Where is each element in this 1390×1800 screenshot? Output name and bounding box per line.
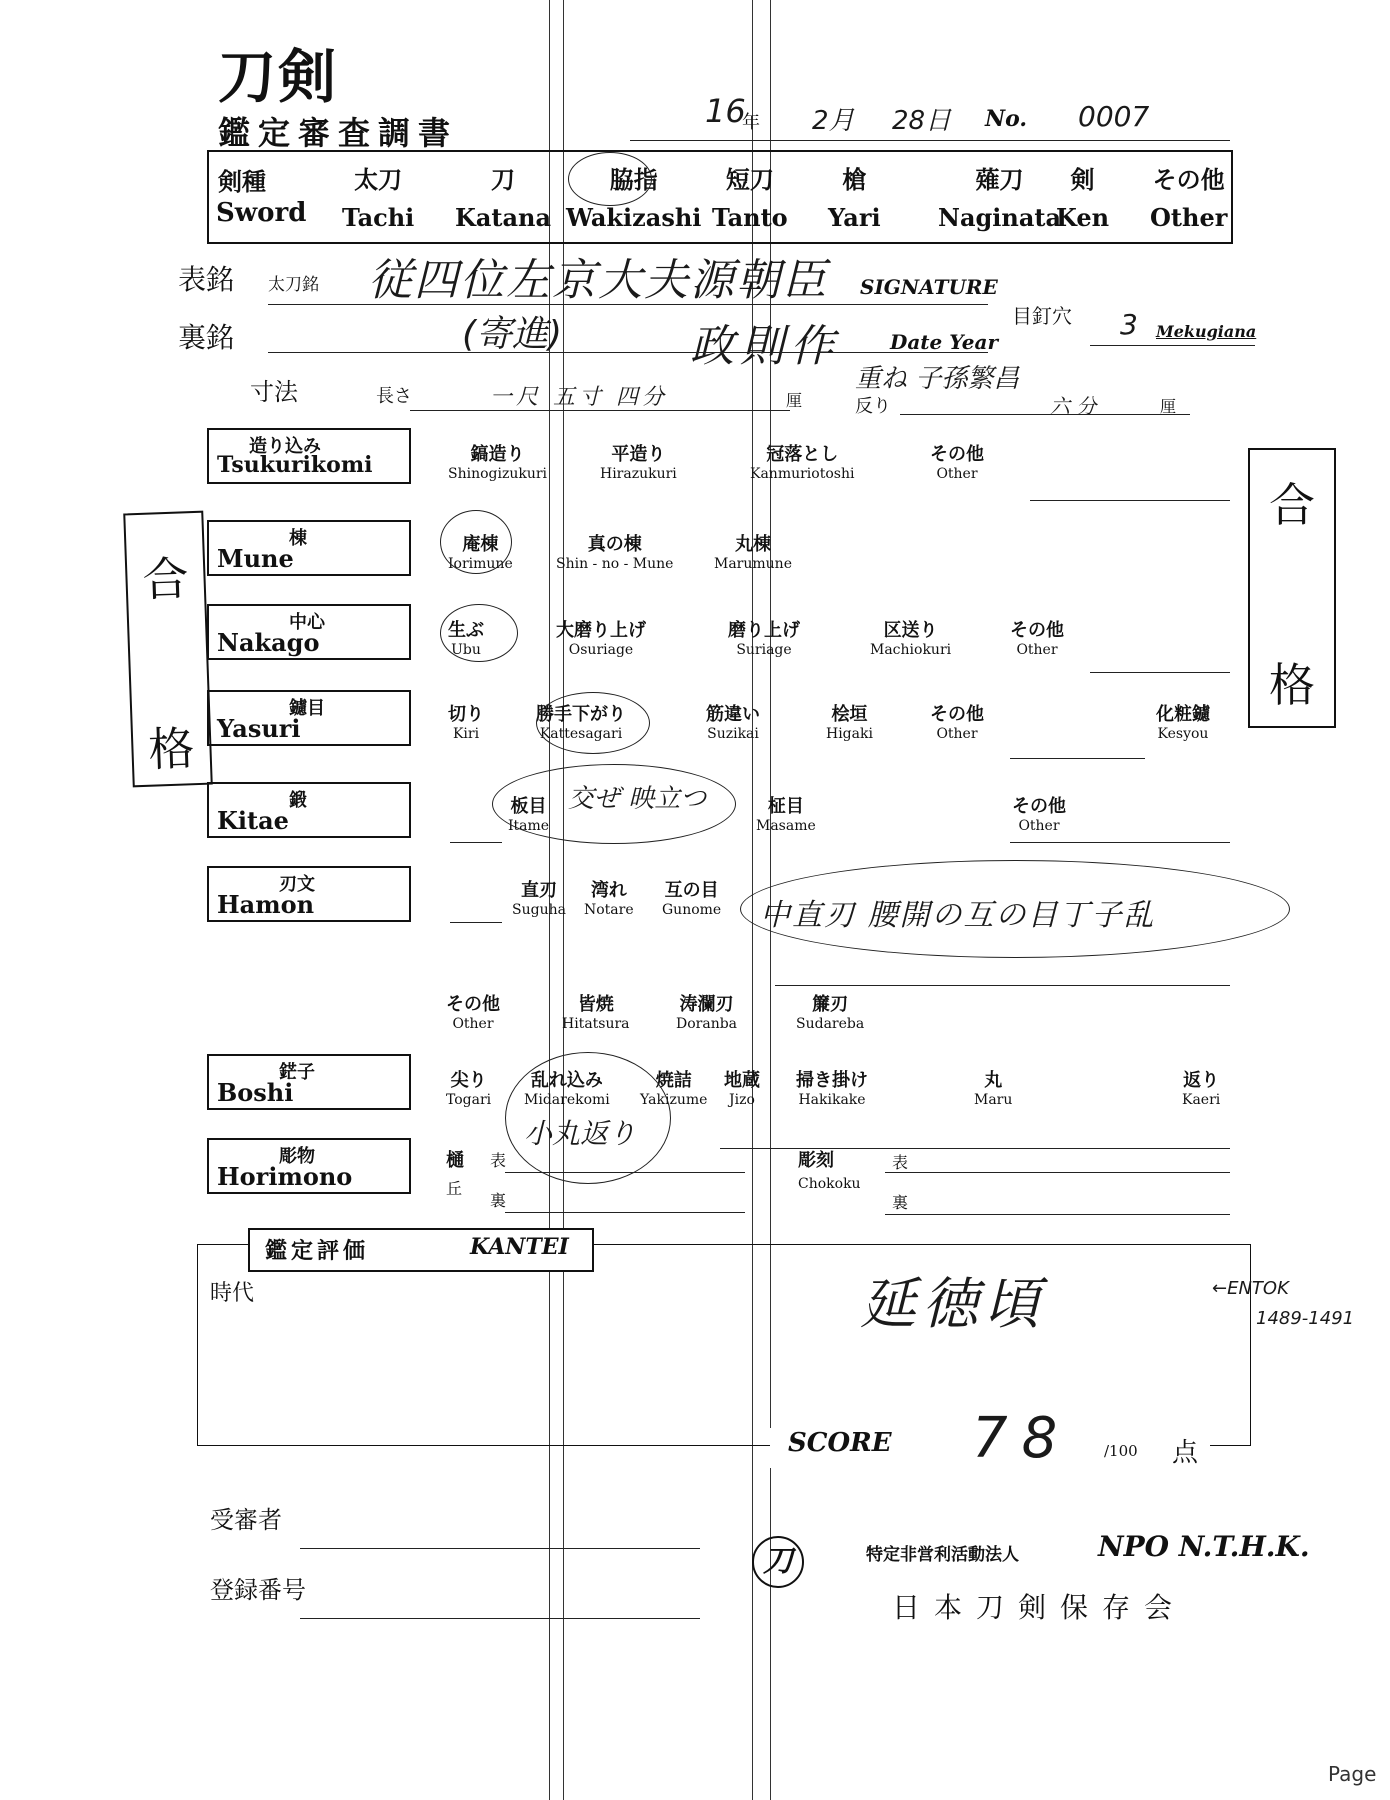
kitae-label-en: Kitae bbox=[217, 806, 289, 835]
boshi-option-jp: 地蔵 bbox=[724, 1070, 760, 1091]
score-total: /100 bbox=[1104, 1442, 1138, 1460]
sword-type-option-0[interactable] bbox=[342, 160, 414, 232]
selected-midarekomi-circle bbox=[505, 1052, 671, 1184]
hamon-extra-option-en: Doranba bbox=[676, 1016, 738, 1032]
tsukurikomi-option-jp: その他 bbox=[930, 444, 984, 465]
jidai-value: 延徳頃 bbox=[860, 1272, 1046, 1337]
mune-label-en: Mune bbox=[217, 544, 294, 573]
mune-option-en: Marumune bbox=[714, 556, 792, 572]
tsukurikomi-option-2[interactable] bbox=[750, 440, 854, 482]
sword-type-label-jp: 剣種 bbox=[218, 168, 266, 196]
boshi-option-jp: 掃き掛け bbox=[796, 1070, 868, 1091]
hamon-option-jp: 湾れ bbox=[590, 880, 627, 901]
pass-stamp-right bbox=[1248, 448, 1336, 728]
sword-type-option-6[interactable] bbox=[1056, 160, 1109, 232]
pass-stamp-left-char-1: 合 bbox=[141, 551, 190, 607]
boshi-option-en: Togari bbox=[446, 1092, 492, 1108]
yasuri-option-jp: 化粧鑢 bbox=[1156, 704, 1210, 725]
score-label: SCORE bbox=[788, 1428, 892, 1458]
selected-kattesagari-circle bbox=[536, 692, 650, 754]
kitae-label-box bbox=[207, 782, 411, 838]
hamon-label-jp: 刃文 bbox=[279, 874, 315, 895]
yasuri-label-en: Yasuri bbox=[217, 714, 301, 743]
sword-type-option-3[interactable] bbox=[712, 160, 788, 232]
hi-label: 樋 bbox=[446, 1150, 464, 1171]
omote-signature-value: 従四位左京大夫源朝臣 bbox=[368, 255, 828, 306]
length-value: 一尺 五寸 四分 bbox=[490, 385, 668, 410]
sword-type-option-en: Yari bbox=[828, 203, 881, 232]
hamon-note-circle bbox=[740, 860, 1290, 958]
nakago-label-jp: 中心 bbox=[289, 612, 325, 633]
yasuri-option-en: Kattesagari bbox=[539, 726, 623, 742]
date-day: 28日 bbox=[892, 106, 952, 136]
selected-iorimune-circle bbox=[440, 510, 512, 574]
chokoku-omote-label: 表 bbox=[892, 1153, 909, 1172]
nakago-option-en: Osuriage bbox=[568, 642, 634, 658]
sword-type-option-en: Katana bbox=[455, 203, 552, 232]
yasuri-option-en: Other bbox=[936, 726, 978, 742]
tsukurikomi-option-en: Kanmuriotoshi bbox=[750, 466, 855, 482]
hamon-option-en: Suguha bbox=[512, 902, 566, 918]
hamon-extra-option-en: Sudareba bbox=[796, 1016, 865, 1032]
yasuri-option-jp: その他 bbox=[930, 704, 984, 725]
chokoku-label-jp: 彫刻 bbox=[798, 1150, 834, 1171]
hamon-option-0[interactable] bbox=[512, 876, 566, 918]
sori-note: 重ね 子孫繁昌 bbox=[855, 364, 1020, 394]
omote-label: 表銘 bbox=[178, 263, 235, 296]
hi2-label: 丘 bbox=[446, 1179, 463, 1198]
sword-type-option-jp: 刀 bbox=[491, 166, 516, 194]
sword-type-option-en: Ken bbox=[1056, 203, 1110, 232]
boshi-option-en: Midarekomi bbox=[524, 1092, 610, 1108]
kitae-option-1[interactable] bbox=[756, 792, 816, 834]
boshi-option-en: Hakikake bbox=[798, 1092, 866, 1108]
mekugi-label: 目釘穴 bbox=[1012, 304, 1072, 328]
yasuri-label-jp: 鑢目 bbox=[289, 698, 325, 719]
yasuri-label-box bbox=[207, 690, 411, 746]
tachi-mei-label: 太刀銘 bbox=[268, 275, 319, 295]
yasuri-option-en: Kesyou bbox=[1157, 726, 1209, 742]
tsukurikomi-option-en: Other bbox=[936, 466, 978, 482]
nakago-option-1[interactable] bbox=[556, 616, 646, 658]
kitae-note: 交ぜ 映立つ bbox=[568, 784, 707, 814]
tsukurikomi-label-jp: 造り込み bbox=[249, 436, 321, 457]
sword-type-option-en: Naginata bbox=[938, 203, 1062, 232]
hamon-extra-option-0[interactable] bbox=[446, 990, 500, 1032]
boshi-option-5[interactable] bbox=[974, 1066, 1012, 1108]
date-year: 16 bbox=[705, 92, 746, 130]
pass-stamp-left bbox=[123, 511, 213, 788]
era-years: 1489-1491 bbox=[1256, 1308, 1355, 1329]
horimono-omote-label: 表 bbox=[490, 1151, 507, 1170]
mune-option-jp: 真の棟 bbox=[587, 534, 642, 555]
sword-type-option-jp: 太刀 bbox=[354, 166, 403, 194]
selected-ubu-circle bbox=[440, 604, 518, 662]
mune-option-1[interactable] bbox=[556, 530, 673, 572]
boshi-label-jp: 鋩子 bbox=[279, 1062, 315, 1083]
mune-label-jp: 棟 bbox=[289, 528, 307, 549]
kitae-label-jp: 鍛 bbox=[289, 790, 307, 811]
chokoku-ura-label: 裏 bbox=[892, 1193, 909, 1212]
yasuri-option-2[interactable] bbox=[706, 700, 760, 742]
yasuri-option-jp: 筋違い bbox=[706, 704, 760, 725]
mekugi-en-label: Mekugiana bbox=[1156, 322, 1257, 341]
mune-option-2[interactable] bbox=[714, 530, 792, 572]
hamon-extra-option-jp: 簾刃 bbox=[812, 994, 849, 1015]
tsukurikomi-option-1[interactable] bbox=[600, 440, 677, 482]
hamon-option-1[interactable] bbox=[584, 876, 634, 918]
mune-option-jp: 丸棟 bbox=[734, 534, 771, 555]
chokoku-label-en: Chokoku bbox=[798, 1176, 861, 1192]
hamon-option-2[interactable] bbox=[662, 876, 721, 918]
hamon-note: 中直刃 腰開の互の目丁子乱 bbox=[760, 898, 1156, 933]
yasuri-option-5[interactable] bbox=[1156, 700, 1210, 742]
nakago-label-en: Nakago bbox=[217, 628, 320, 657]
nakago-option-3[interactable] bbox=[870, 616, 951, 658]
hamon-extra-option-jp: その他 bbox=[446, 994, 500, 1015]
nakago-option-en: Machiokuri bbox=[870, 642, 952, 658]
nakago-option-4[interactable] bbox=[1010, 616, 1064, 658]
nakago-option-jp: 磨り上げ bbox=[728, 620, 800, 641]
sword-type-option-en: Tanto bbox=[712, 203, 788, 232]
sword-type-option-5[interactable] bbox=[938, 160, 1061, 232]
hamon-extra-option-2[interactable] bbox=[676, 990, 737, 1032]
hamon-extra-option-en: Other bbox=[452, 1016, 494, 1032]
nakago-label-box bbox=[207, 604, 411, 660]
signature-en-label: SIGNATURE bbox=[860, 275, 998, 299]
sword-type-option-en: Wakizashi bbox=[566, 203, 702, 232]
tsukurikomi-label-en: Tsukurikomi bbox=[217, 452, 373, 478]
nakago-option-jp: 大磨り上げ bbox=[556, 620, 646, 641]
selected-itame-circle bbox=[492, 764, 736, 844]
sword-type-option-jp: 槍 bbox=[842, 166, 867, 194]
rin-unit-2: 厘 bbox=[1160, 397, 1177, 416]
yasuri-option-jp: 勝手下がり bbox=[536, 704, 626, 725]
pass-stamp-right-char-1: 合 bbox=[1269, 478, 1315, 532]
nakago-option-en: Other bbox=[1016, 642, 1058, 658]
nakago-option-jp: 生ぶ bbox=[448, 620, 484, 641]
boshi-option-jp: 返り bbox=[1183, 1070, 1220, 1091]
boshi-option-en: Kaeri bbox=[1182, 1092, 1221, 1108]
sword-type-option-jp: その他 bbox=[1152, 166, 1225, 194]
horimono-label-jp: 彫物 bbox=[279, 1146, 315, 1167]
npo-label-en: NPO N.T.H.K. bbox=[1098, 1530, 1310, 1563]
npo-label-jp: 特定非営利活動法人 bbox=[866, 1545, 1019, 1565]
nakago-option-en: Suriage bbox=[736, 642, 792, 658]
seal-inner-circle bbox=[752, 1536, 804, 1588]
year-unit: 年 bbox=[742, 112, 760, 133]
hamon-extra-option-jp: 皆焼 bbox=[577, 994, 614, 1015]
mune-option-jp: 庵棟 bbox=[462, 534, 499, 555]
boshi-option-en: Jizo bbox=[729, 1092, 755, 1108]
sword-type-option-jp: 剣 bbox=[1070, 166, 1095, 194]
rin-unit-1: 厘 bbox=[786, 391, 803, 410]
org-name: 日本刀剣保存会 bbox=[892, 1591, 1187, 1624]
dimension-label: 寸法 bbox=[250, 378, 298, 406]
sword-type-option-en: Tachi bbox=[342, 203, 415, 232]
boshi-note: 小丸返り bbox=[524, 1117, 637, 1150]
yasuri-option-4[interactable] bbox=[930, 700, 984, 742]
score-value: 78 bbox=[972, 1406, 1072, 1471]
kitae-option-en: Masame bbox=[756, 818, 816, 834]
mune-label-box bbox=[207, 520, 411, 576]
boshi-option-0[interactable] bbox=[446, 1066, 491, 1108]
sword-type-label-en: Sword bbox=[216, 198, 307, 228]
kitae-option-jp: 柾目 bbox=[767, 796, 804, 817]
logo: 刀剣 bbox=[218, 43, 339, 111]
hamon-option-jp: 直刃 bbox=[520, 880, 557, 901]
org-seal bbox=[712, 1486, 842, 1636]
applicant-label: 受審者 bbox=[210, 1506, 282, 1534]
horimono-label-en: Horimono bbox=[217, 1162, 353, 1191]
hamon-label-en: Hamon bbox=[217, 890, 315, 919]
sori-label: 反り bbox=[855, 396, 891, 417]
yasuri-option-en: Kiri bbox=[452, 726, 480, 742]
sword-type-option-jp: 脇指 bbox=[609, 166, 658, 194]
mune-option-en: Iorimune bbox=[448, 556, 513, 572]
boshi-option-6[interactable] bbox=[1182, 1066, 1220, 1108]
mekugi-value: 3 bbox=[1120, 308, 1138, 341]
boshi-option-3[interactable] bbox=[724, 1066, 760, 1108]
hamon-extra-option-3[interactable] bbox=[796, 990, 864, 1032]
mune-option-en: Shin - no - Mune bbox=[556, 556, 674, 572]
hamon-extra-option-jp: 涛瀾刃 bbox=[679, 994, 734, 1015]
boshi-option-en: Yakizume bbox=[640, 1092, 708, 1108]
score-unit: 点 bbox=[1172, 1438, 1199, 1468]
kitae-option-jp: 板目 bbox=[510, 796, 547, 817]
ura-signature-value: 政則作 bbox=[690, 321, 840, 372]
tsukurikomi-label-box bbox=[207, 428, 411, 484]
yasuri-option-0[interactable] bbox=[448, 700, 484, 742]
boshi-option-jp: 乱れ込み bbox=[530, 1070, 603, 1091]
boshi-option-4[interactable] bbox=[796, 1066, 868, 1108]
sword-type-option-7[interactable] bbox=[1150, 160, 1227, 232]
no-value: 0007 bbox=[1078, 100, 1150, 133]
registration-label: 登録番号 bbox=[210, 1576, 306, 1604]
hamon-label-box bbox=[207, 866, 411, 922]
length-label: 長さ bbox=[376, 386, 412, 407]
tsukurikomi-option-en: Shinogizukuri bbox=[448, 466, 548, 482]
boshi-option-jp: 丸 bbox=[984, 1070, 1003, 1091]
sword-type-option-jp: 薙刀 bbox=[975, 166, 1024, 194]
sword-type-option-en: Other bbox=[1150, 203, 1228, 232]
kantei-title-jp: 鑑定評価 bbox=[265, 1239, 370, 1264]
jidai-label: 時代 bbox=[210, 1281, 255, 1306]
pass-stamp-right-char-2: 格 bbox=[1269, 658, 1315, 712]
boshi-option-en: Maru bbox=[974, 1092, 1013, 1108]
yasuri-option-3[interactable] bbox=[826, 700, 873, 742]
sword-type-option-jp: 短刀 bbox=[725, 166, 774, 194]
tsukurikomi-option-3[interactable] bbox=[930, 440, 984, 482]
boshi-option-jp: 焼詰 bbox=[655, 1070, 692, 1091]
hamon-extra-option-1[interactable] bbox=[562, 990, 630, 1032]
form-title: 鑑定審査調書 bbox=[218, 114, 459, 152]
nakago-option-jp: 区送り bbox=[883, 620, 938, 641]
yasuri-option-jp: 切り bbox=[448, 704, 484, 725]
boshi-option-jp: 尖り bbox=[450, 1070, 487, 1091]
ura-label: 裏銘 bbox=[178, 321, 235, 354]
sword-type-option-4[interactable] bbox=[828, 160, 881, 232]
yasuri-option-en: Higaki bbox=[826, 726, 873, 742]
date-month: 2月 bbox=[812, 106, 855, 136]
sword-type-option-1[interactable] bbox=[455, 160, 551, 232]
seal-char: 刀 bbox=[763, 1544, 793, 1579]
tsukurikomi-option-jp: 冠落とし bbox=[766, 444, 839, 465]
date-year-en-label: Date Year bbox=[890, 330, 998, 354]
kitae-option-en: Itame bbox=[508, 818, 550, 834]
selected-wakizashi-circle bbox=[568, 152, 652, 206]
hamon-option-jp: 互の目 bbox=[664, 880, 719, 901]
kantei-title-en: KANTEI bbox=[470, 1234, 569, 1260]
tsukurikomi-option-0[interactable] bbox=[448, 440, 547, 482]
nakago-option-en: Ubu bbox=[451, 642, 481, 658]
nakago-option-jp: その他 bbox=[1010, 620, 1064, 641]
era-arrow-note: ←ENTOK bbox=[1212, 1278, 1289, 1299]
sori-value: 六 分 bbox=[1050, 394, 1097, 418]
horimono-ura-label: 裏 bbox=[490, 1191, 507, 1210]
kitae-option-en: Other bbox=[1018, 818, 1060, 834]
no-label: No. bbox=[985, 106, 1028, 132]
kitae-option-jp: その他 bbox=[1012, 796, 1066, 817]
horimono-label-box bbox=[207, 1138, 411, 1194]
ura-paren-value: (寄進) bbox=[462, 314, 563, 355]
hamon-option-en: Gunome bbox=[662, 902, 722, 918]
page-label: Page bbox=[1328, 1762, 1377, 1786]
tsukurikomi-option-jp: 平造り bbox=[611, 444, 666, 465]
yasuri-option-en: Suzikai bbox=[707, 726, 759, 742]
hamon-extra-option-en: Hitatsura bbox=[562, 1016, 630, 1032]
boshi-label-en: Boshi bbox=[217, 1078, 294, 1107]
kantei-box bbox=[197, 1244, 1251, 1446]
hamon-option-en: Notare bbox=[584, 902, 634, 918]
yasuri-option-jp: 桧垣 bbox=[831, 704, 868, 725]
nakago-option-2[interactable] bbox=[728, 616, 800, 658]
kitae-option-2[interactable] bbox=[1012, 792, 1066, 834]
pass-stamp-left-char-2: 格 bbox=[147, 721, 196, 777]
boshi-label-box bbox=[207, 1054, 411, 1110]
tsukurikomi-option-en: Hirazukuri bbox=[600, 466, 677, 482]
tsukurikomi-option-jp: 鎬造り bbox=[470, 444, 525, 465]
